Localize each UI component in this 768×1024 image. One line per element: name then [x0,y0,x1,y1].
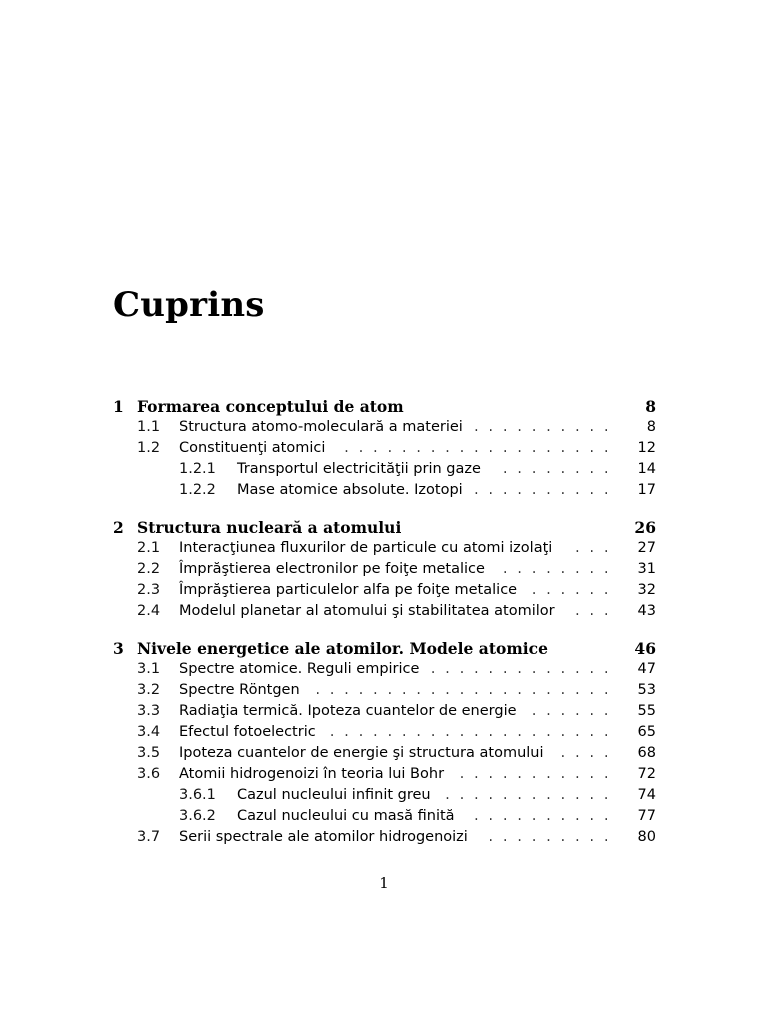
toc-leader-dots: ................... [342,441,617,455]
toc-page: 65 [637,724,656,740]
toc-number: 2 [113,518,124,537]
toc-page: 8 [645,397,656,416]
toc-title: Atomii hidrogenoizi în teoria lui Bohr [179,766,445,782]
toc-leader-dots: ...... [530,583,617,597]
toc-title: Structura nucleară a atomului [137,518,402,537]
toc-title: Mase atomice absolute. Izotopi [237,482,463,498]
toc-number: 1 [113,397,124,416]
toc-title: Serii spectrale ale atomilor hidrogenoizi [179,829,468,845]
toc-section[interactable] [0,743,768,764]
toc-number: 3.6.1 [179,787,216,803]
toc-title: Constituenţi atomici [179,440,326,456]
toc-section[interactable] [0,827,768,848]
toc-leader-dots: .......... [472,420,617,434]
toc-page: 14 [637,461,656,477]
toc-title: Efectul fotoelectric [179,724,316,740]
toc-leader-dots: ... [573,604,617,618]
toc-leader-dots: .......... [472,483,617,497]
toc-page: 26 [634,518,656,537]
toc-subsection[interactable] [0,480,768,501]
toc-number: 3.5 [137,745,161,761]
toc-title: Împrăştierea electronilor pe foiţe metalice [179,561,485,577]
page-number: 1 [379,874,389,892]
toc-number: 2.3 [137,582,161,598]
toc-leader-dots: ......... [487,830,617,844]
toc-number: 1.2.1 [179,461,216,477]
toc-number: 2.2 [137,561,161,577]
toc-page: 74 [637,787,656,803]
toc-number: 3.6.2 [179,808,216,824]
toc-section[interactable] [0,438,768,459]
toc-page: 31 [637,561,656,577]
toc-page: 46 [634,639,656,658]
toc-leader-dots: ........ [501,462,617,476]
toc-leader-dots: ........ [501,562,617,576]
toc-leader-dots: .... [559,746,617,760]
toc-page: 53 [637,682,656,698]
toc-title: Structura atomo-moleculară a materiei [179,419,463,435]
page-title: Cuprins [113,285,265,325]
toc-title: Cazul nucleului cu masă finită [237,808,455,824]
toc-title: Nivele energetice ale atomilor. Modele atomice [137,639,548,658]
toc-leader-dots: .................... [328,725,617,739]
toc-section[interactable] [0,601,768,622]
toc-page: 55 [637,703,656,719]
toc-page: 27 [637,540,656,556]
toc-title: Împrăştierea particulelor alfa pe foiţe metalice [179,582,518,598]
toc-number: 1.2 [137,440,161,456]
toc-title: Cazul nucleului infinit greu [237,787,431,803]
toc-number: 3.1 [137,661,161,677]
toc-section[interactable] [0,580,768,601]
toc-leader-dots: ...... [530,704,617,718]
toc-number: 1.1 [137,419,161,435]
toc-title: Transportul electricităţii prin gaze [237,461,481,477]
toc-section[interactable] [0,722,768,743]
toc-subsection[interactable] [0,459,768,480]
toc-page: 72 [637,766,656,782]
toc-leader-dots: ... [573,541,617,555]
toc-section[interactable] [0,417,768,438]
toc-chapter[interactable] [0,396,768,417]
toc-title: Radiaţia termică. Ipoteza cuantelor de energie [179,703,517,719]
toc-leader-dots: ............ [443,788,617,802]
toc-section[interactable] [0,701,768,722]
toc-page: 47 [637,661,656,677]
toc-subsection[interactable] [0,806,768,827]
toc-page: 77 [637,808,656,824]
toc-leader-dots: ............. [429,662,617,676]
toc-chapter[interactable] [0,638,768,659]
toc-number: 2.1 [137,540,161,556]
toc-page: 68 [637,745,656,761]
toc-section[interactable] [0,764,768,785]
toc-leader-dots: ........... [458,767,617,781]
toc-number: 3.4 [137,724,161,740]
toc-section[interactable] [0,559,768,580]
toc-page: 17 [637,482,656,498]
toc-number: 3.6 [137,766,161,782]
toc-chapter[interactable] [0,517,768,538]
toc-title: Spectre Röntgen [179,682,300,698]
toc-title: Modelul planetar al atomului şi stabilitatea atomilor [179,603,555,619]
toc-number: 3.3 [137,703,161,719]
toc-title: Interacţiunea fluxurilor de particule cu atomi izolaţi [179,540,553,556]
toc-section[interactable] [0,538,768,559]
toc-title: Ipoteza cuantelor de energie şi structura atomului [179,745,544,761]
toc-leader-dots: ..................... [314,683,617,697]
toc-number: 3 [113,639,124,658]
toc-page: 12 [637,440,656,456]
toc-section[interactable] [0,680,768,701]
toc-number: 2.4 [137,603,161,619]
toc-page: 32 [637,582,656,598]
toc-leader-dots: .......... [472,809,617,823]
toc-page: 8 [646,419,656,435]
toc-section[interactable] [0,659,768,680]
toc-title: Formarea conceptului de atom [137,397,404,416]
toc-subsection[interactable] [0,785,768,806]
toc-number: 3.2 [137,682,161,698]
toc-page: 43 [637,603,656,619]
toc-page: 80 [637,829,656,845]
toc-title: Spectre atomice. Reguli empirice [179,661,420,677]
toc-number: 3.7 [137,829,161,845]
toc-number: 1.2.2 [179,482,216,498]
